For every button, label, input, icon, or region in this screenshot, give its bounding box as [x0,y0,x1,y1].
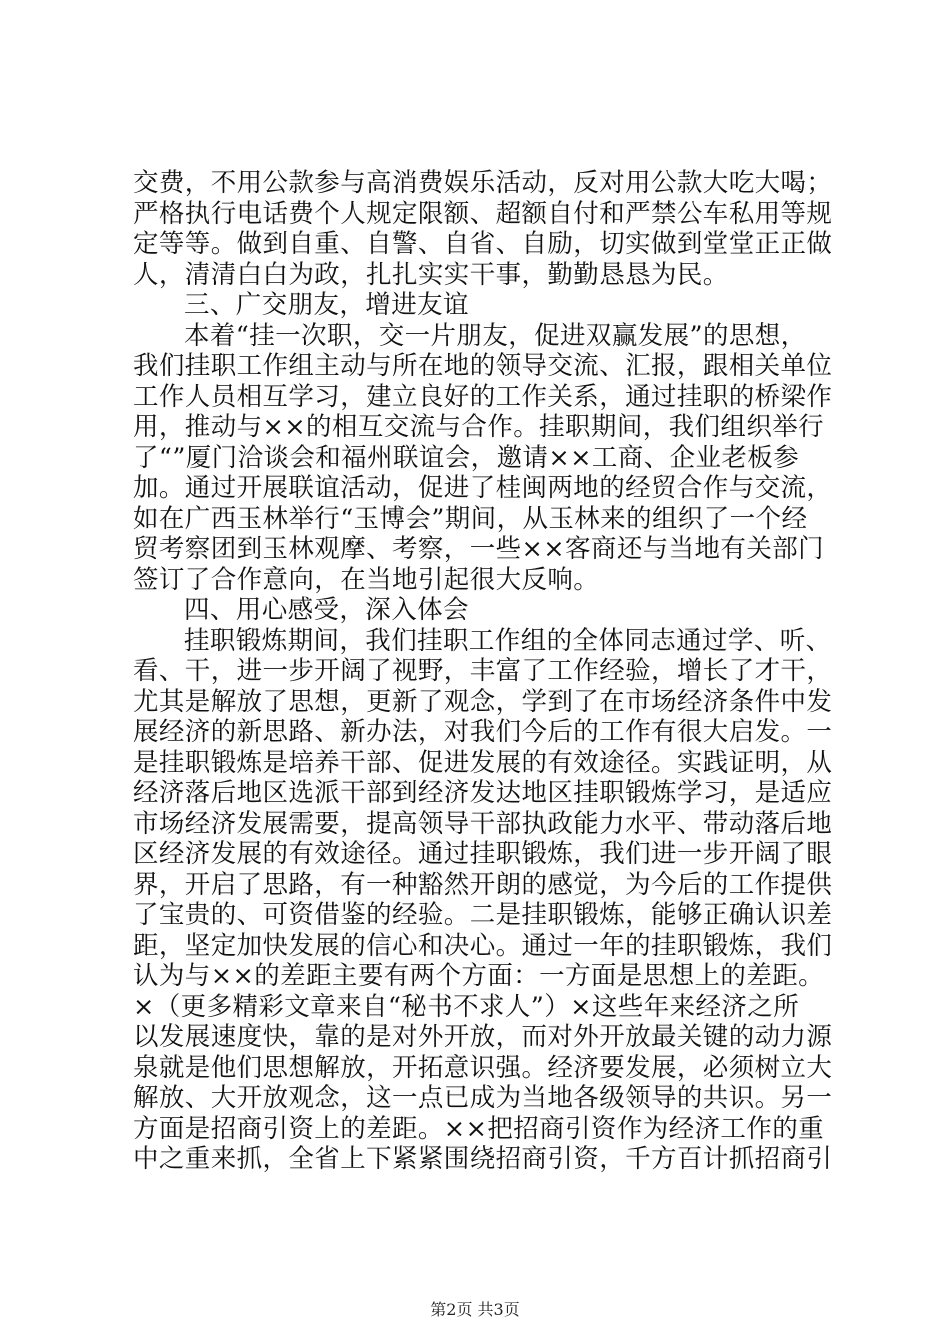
text-line: 加。通过开展联谊活动，促进了桂闽两地的经贸合作与交流， [133,473,833,503]
section-heading: 三、广交朋友，增进友谊 [184,290,469,320]
text-line: 是挂职锻炼是培养干部、促进发展的有效途径。实践证明，从 [133,747,833,778]
text-line: 区经济发展的有效途径。通过挂职锻炼，我们进一步开阔了眼 [133,839,833,869]
text-line: 距，坚定加快发展的信心和决心。通过一年的挂职锻炼，我们 [133,930,833,961]
document-body [133,168,833,1175]
text-line: 中之重来抓，全省上下紧紧围绕招商引资，千方百计抓招商引 [133,1144,833,1174]
text-line: 尤其是解放了思想，更新了观念，学到了在市场经济条件中发 [133,686,833,717]
text-line: 了宝贵的、可资借鉴的经验。二是挂职锻炼，能够正确认识差 [133,900,833,930]
text-line: 解放、大开放观念，这一点已成为当地各级领导的共识。另一 [133,1083,833,1113]
text-line: 本着“挂一次职，交一片朋友，促进双赢发展”的思想， [184,320,807,351]
text-line: 人，清清白白为政，扎扎实实干事，勤勤恳恳为民。 [133,259,729,290]
page-footer: 第2页 共3页 [430,1300,520,1319]
text-line: 交费，不用公款参与高消费娱乐活动，反对用公款大吃大喝； [133,168,833,198]
text-line: 挂职锻炼期间，我们挂职工作组的全体同志通过学、听、 [184,625,832,656]
text-line: 贸考察团到玉林观摩、考察，一些××客商还与当地有关部门 [133,534,825,564]
text-line: 用，推动与××的相互交流与合作。挂职期间，我们组织举行 [133,412,825,442]
text-line: 了“”厦门洽谈会和福州联谊会，邀请××工商、企业老板参 [133,442,800,473]
text-line: 签订了合作意向，在当地引起很大反响。 [133,564,600,595]
text-line: 市场经济发展需要，提高领导干部执政能力水平、带动落后地 [133,808,833,839]
text-line: 我们挂职工作组主动与所在地的领导交流、汇报，跟相关单位 [133,351,833,381]
text-line: ×（更多精彩文章来自“秘书不求人”）×这些年来经济之所 [133,991,800,1022]
text-line: 以发展速度快，靠的是对外开放，而对外开放最关键的动力源 [133,1022,833,1052]
text-line: 看、干，进一步开阔了视野，丰富了工作经验，增长了才干， [133,656,833,686]
text-line: 界，开启了思路，有一种豁然开朗的感觉，为今后的工作提供 [133,869,833,900]
text-line: 定等等。做到自重、自警、自省、自励，切实做到堂堂正正做 [133,229,833,259]
text-line: 泉就是他们思想解放，开拓意识强。经济要发展，必须树立大 [133,1052,833,1083]
text-line: 严格执行电话费个人规定限额、超额自付和严禁公车私用等规 [133,198,833,229]
text-line: 认为与××的差距主要有两个方面：一方面是思想上的差距。 [133,961,825,991]
text-line: 方面是招商引资上的差距。××把招商引资作为经济工作的重 [133,1113,825,1144]
text-line: 如在广西玉林举行“玉博会”期间，从玉林来的组织了一个经 [133,503,808,534]
text-line: 工作人员相互学习，建立良好的工作关系，通过挂职的桥梁作 [133,381,833,412]
text-line: 经济落后地区选派干部到经济发达地区挂职锻炼学习，是适应 [133,778,833,808]
text-line: 展经济的新思路、新办法，对我们今后的工作有很大启发。一 [133,717,833,747]
section-heading: 四、用心感受，深入体会 [184,595,469,625]
